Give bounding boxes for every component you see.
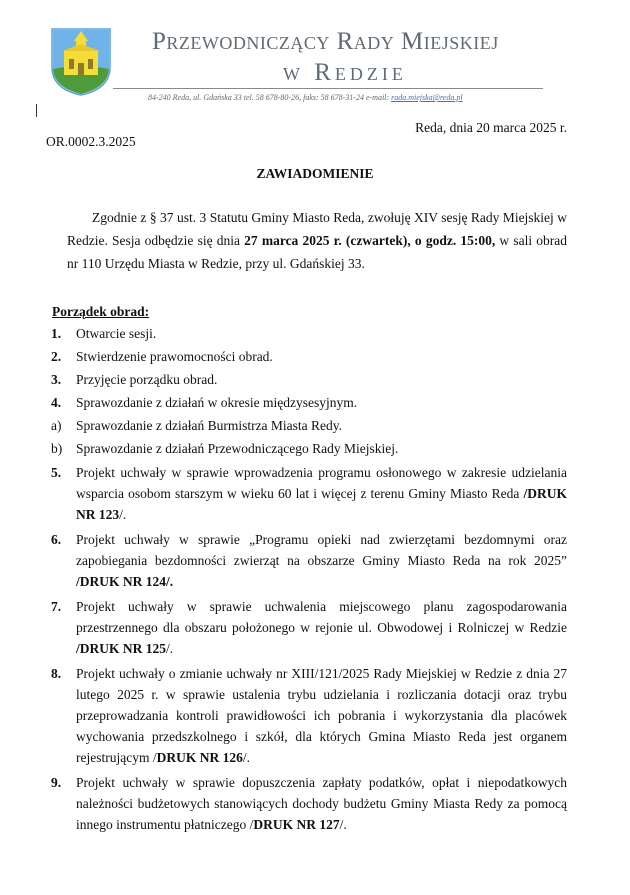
item-number: a) [51,418,62,433]
contact-details: 84-240 Reda, ul. Gdańska 33 tel. 58 678-80-26, faks: 58 678-31-24 e-mail: [148,93,390,102]
item-body: Projekt uchwały w sprawie „Programu opieki nad zwierzętami bezdomnymi oraz zapobiegania bezdomności zwierząt na obszarze Gminy Miasto Reda na rok 2025” [76,532,567,568]
item-body: Projekt uchwały o zmianie uchwały nr XIII/121/2025 Rady Miejskiej w Redzie z dnia 27 lutego 2025 r. w sprawie ustalenia trybu udzielania i rozliczania dotacji oraz trybu przeprowadzania kontroli prawidłowości ich pobrania i wykorzystania dla placówek wychowania przedszkolnego i szkół, dla których Gmina Miasto Reda jest organem rejestrującym / [76,666,567,765]
druk-number: /DRUK NR 125 [76,641,166,656]
item-number: b) [51,441,63,456]
item-number: 2. [51,349,62,364]
item-number: 7. [51,599,62,614]
session-datetime: 27 marca 2025 r. (czwartek), o godz. 15:00, [244,233,496,248]
item-tail: /. [119,507,127,522]
header-contact [148,93,463,102]
agenda-title: Porządek obrad: [52,304,150,319]
list-item [51,529,567,592]
list-item [51,414,567,437]
list-item [51,345,567,368]
item-text: Sprawozdanie z działań w okresie międzysesyjnym. [76,395,358,410]
item-number: 9. [51,775,62,790]
list-item [51,462,567,525]
item-tail: /. [339,817,347,832]
header-divider [113,88,543,89]
item-text [76,772,567,835]
item-body: Projekt uchwały w sprawie dopuszczenia zapłaty podatków, opłat i niepodatkowych należności budżetowych stanowiących dochody budżetu Gminy Miasta Redy za pomocą innego instrumentu płatniczego / [76,775,567,832]
item-tail: /. [166,641,174,656]
item-text: Sprawozdanie z działań Burmistrza Miasta Redy. [76,418,343,433]
margin-mark [36,104,37,117]
item-number: 5. [51,465,62,480]
druk-number: /DRUK NR 123 [76,486,567,522]
item-number: 3. [51,372,62,387]
list-item [51,391,567,414]
header-title-line1: Przewodniczący Rady Miejskiej [152,28,499,55]
item-number: 4. [51,395,62,410]
intro-text-1: Zgodnie z § 37 ust. 3 Statutu Gminy Miasto Reda, zwołuję XIV sesję Rady Miejskiej w Redzie. Sesja odbędzie się dnia [67,210,567,248]
intro-text-2: w sali obrad nr 110 Urzędu Miasta w Redzie, przy ul. Gdańskiej 33. [67,233,567,271]
item-body: Projekt uchwały w sprawie uchwalenia miejscowego planu zagospodarowania przestrzennego dla obszaru położonego w rejonie ul. Obwodowej i Rolniczej w Redzie [76,599,567,635]
document-heading: ZAWIADOMIENIE [256,166,374,181]
druk-number: DRUK NR 127 [253,817,340,832]
item-body: Projekt uchwały w sprawie wprowadzenia programu osłonowego w zakresie udzielania wsparcia osobom starszym w wieku 60 lat i więcej z terenu Gminy Miasto Reda [76,465,567,501]
item-text: Sprawozdanie z działań Przewodniczącego Rady Miejskiej. [76,441,399,456]
reference-number: OR.0002.3.2025 [46,134,136,149]
item-number: 8. [51,666,62,681]
list-item [51,437,567,460]
druk-number: DRUK NR 126 [156,750,243,765]
item-text: Otwarcie sesji. [76,326,157,341]
list-item [51,663,567,768]
item-text [76,663,567,768]
list-item [51,368,567,391]
item-text [76,529,567,592]
email-link[interactable]: rada.miejska@reda.pl [391,93,463,102]
intro-paragraph [67,206,567,275]
list-item [51,596,567,659]
item-number: 6. [51,532,62,547]
list-item [51,322,567,345]
list-item [51,772,567,835]
header-title-line2: w Redzie [283,59,407,86]
item-number: 1. [51,326,62,341]
druk-number: /DRUK NR 124/. [76,574,174,589]
item-text: Przyjęcie porządku obrad. [76,372,218,387]
item-text [76,462,567,525]
agenda-list [51,322,567,839]
item-text [76,596,567,659]
coat-of-arms-icon [50,27,112,97]
document-date: Reda, dnia 20 marca 2025 r. [415,120,567,135]
item-text: Stwierdzenie prawomocności obrad. [76,349,273,364]
item-tail: /. [242,750,250,765]
